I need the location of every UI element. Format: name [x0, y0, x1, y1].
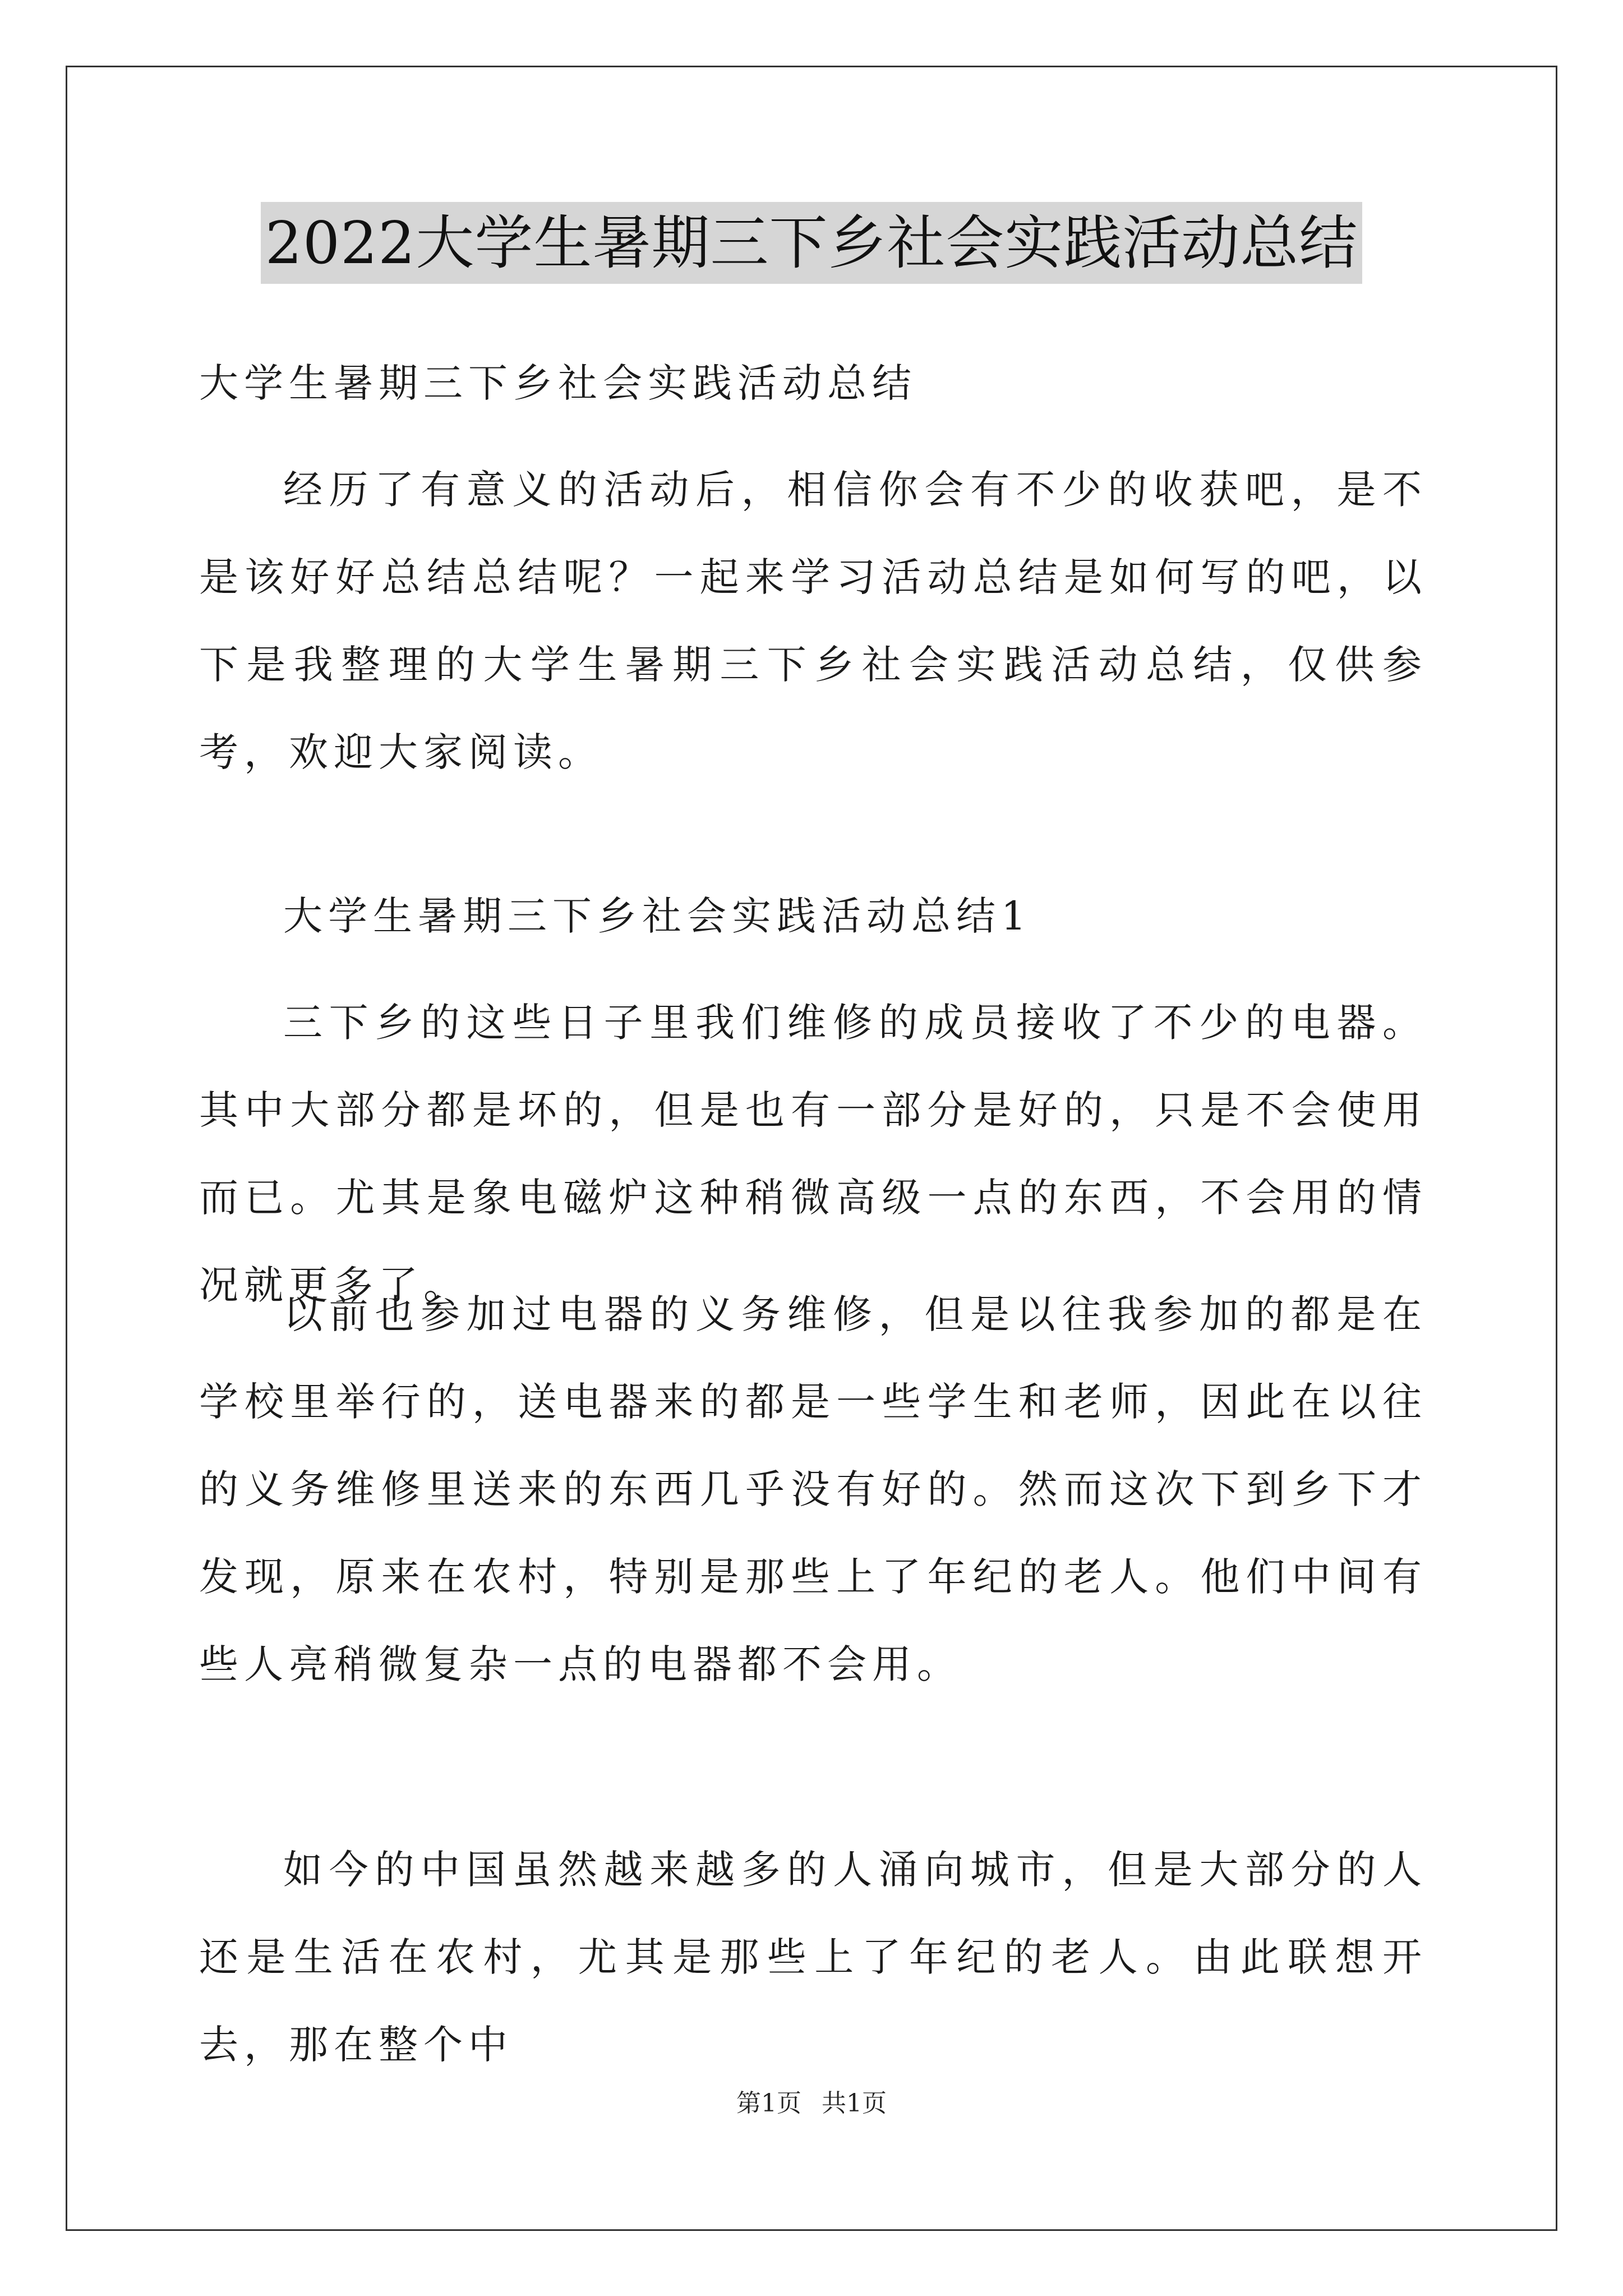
page-footer: [0, 2087, 1623, 2120]
document-heading: 大学生暑期三下乡社会实践活动总结: [199, 360, 917, 406]
document-title: 2022大学生暑期三下乡社会实践活动总结: [261, 202, 1363, 284]
intro-paragraph: 经历了有意义的活动后，相信你会有不少的收获吧，是不是该好好总结总结呢？一起来学习活动总结是如何写的吧，以下是我整理的大学生暑期三下乡社会实践活动总结，仅供参考，欢迎大家阅读。: [199, 467, 1427, 775]
body-paragraph-2: 以前也参加过电器的义务维修，但是以往我参加的都是在学校里举行的，送电器来的都是一些学生和老师，因此在以往的义务维修里送来的东西几乎没有好的。然而这次下到乡下才发现，原来在农村，特别是那些上了年纪的老人。他们中间有些人亮稍微复杂一点的电器都不会用。: [199, 1291, 1427, 1687]
section-title: 大学生暑期三下乡社会实践活动总结1: [283, 893, 1032, 939]
page-number: 第1页: [736, 2089, 801, 2118]
title-container: [0, 202, 1623, 284]
body-paragraph-3: 如今的中国虽然越来越多的人涌向城市，但是大部分的人还是生活在农村，尤其是那些上了年纪的老人。由此联想开去，那在整个中: [199, 1847, 1427, 2068]
page-total: 共1页: [822, 2089, 887, 2118]
body-paragraph-1: 三下乡的这些日子里我们维修的成员接收了不少的电器。其中大部分都是坏的，但是也有一部分是好的，只是不会使用而已。尤其是象电磁炉这种稍微高级一点的东西，不会用的情况就更多了。: [199, 1000, 1427, 1308]
